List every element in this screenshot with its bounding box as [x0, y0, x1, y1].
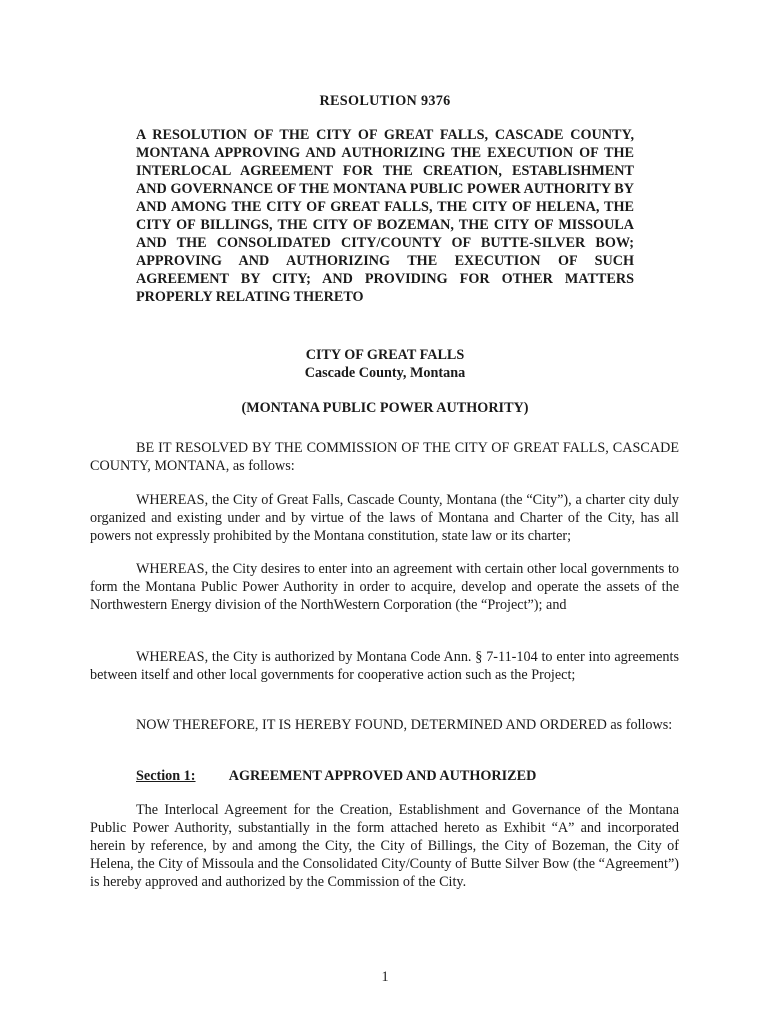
now-therefore-paragraph: NOW THEREFORE, IT IS HEREBY FOUND, DETERMINED AND ORDERED as follows:: [136, 717, 673, 733]
section-1-label: Section 1:: [136, 768, 196, 784]
city-name: CITY OF GREAT FALLS: [305, 347, 465, 363]
county-name: Cascade County, Montana: [304, 365, 466, 381]
section-1-title: AGREEMENT APPROVED AND AUTHORIZED: [228, 768, 537, 784]
whereas-paragraph-3: WHEREAS, the City is authorized by Montana Code Ann. § 7-11-104 to enter into agreements between itself and other local governments for cooperative action such as the Project;: [90, 649, 679, 683]
resolved-paragraph: BE IT RESOLVED BY THE COMMISSION OF THE CITY OF GREAT FALLS, CASCADE COUNTY, MONTANA, as follows:: [90, 440, 679, 474]
whereas-paragraph-2: WHEREAS, the City desires to enter into an agreement with certain other local governments to form the Montana Public Power Authority in order to acquire, develop and operate the assets of the Northwestern Energy division of the NorthWestern Corporation (the “Project”); and: [90, 561, 679, 613]
page-number: 1: [381, 969, 389, 985]
resolution-title: A RESOLUTION OF THE CITY OF GREAT FALLS, CASCADE COUNTY, MONTANA APPROVING AND AUTHORIZING THE EXECUTION OF THE INTERLOCAL AGREEMENT FOR THE CREATION, ESTABLISHMENT AND GOVERNANCE OF THE MONTANA PUBLIC POWER AUTHORITY BY AND AMONG THE CITY OF GREAT FALLS, THE CITY OF HELENA, THE CITY OF BILLINGS, THE CITY OF BOZEMAN, THE CITY OF MISSOULA AND THE CONSOLIDATED CITY/COUNTY OF BUTTE-SILVER BOW; APPROVING AND AUTHORIZING THE EXECUTION OF SUCH AGREEMENT BY CITY; AND PROVIDING FOR OTHER MATTERS PROPERLY RELATING THERETO: [136, 127, 634, 305]
section-1-heading: [136, 767, 536, 785]
whereas-paragraph-1: WHEREAS, the City of Great Falls, Cascade County, Montana (the “City”), a charter city duly organized and existing under and by virtue of the laws of Montana and Charter of the City, has all powers not expressly prohibited by the Montana constitution, state law or its charter;: [90, 492, 679, 544]
authority-name: (MONTANA PUBLIC POWER AUTHORITY): [241, 400, 529, 416]
section-1-body: The Interlocal Agreement for the Creation, Establishment and Governance of the Montana Public Power Authority, substantially in the form attached hereto as Exhibit “A” and incorporated herein by reference, by and among the City, the City of Billings, the City of Bozeman, the City of Helena, the City of Missoula and the Consolidated City/County of Butte Silver Bow (the “Agreement”) is hereby approved and authorized by the Commission of the City.: [90, 802, 679, 890]
resolution-number: RESOLUTION 9376: [319, 93, 451, 109]
